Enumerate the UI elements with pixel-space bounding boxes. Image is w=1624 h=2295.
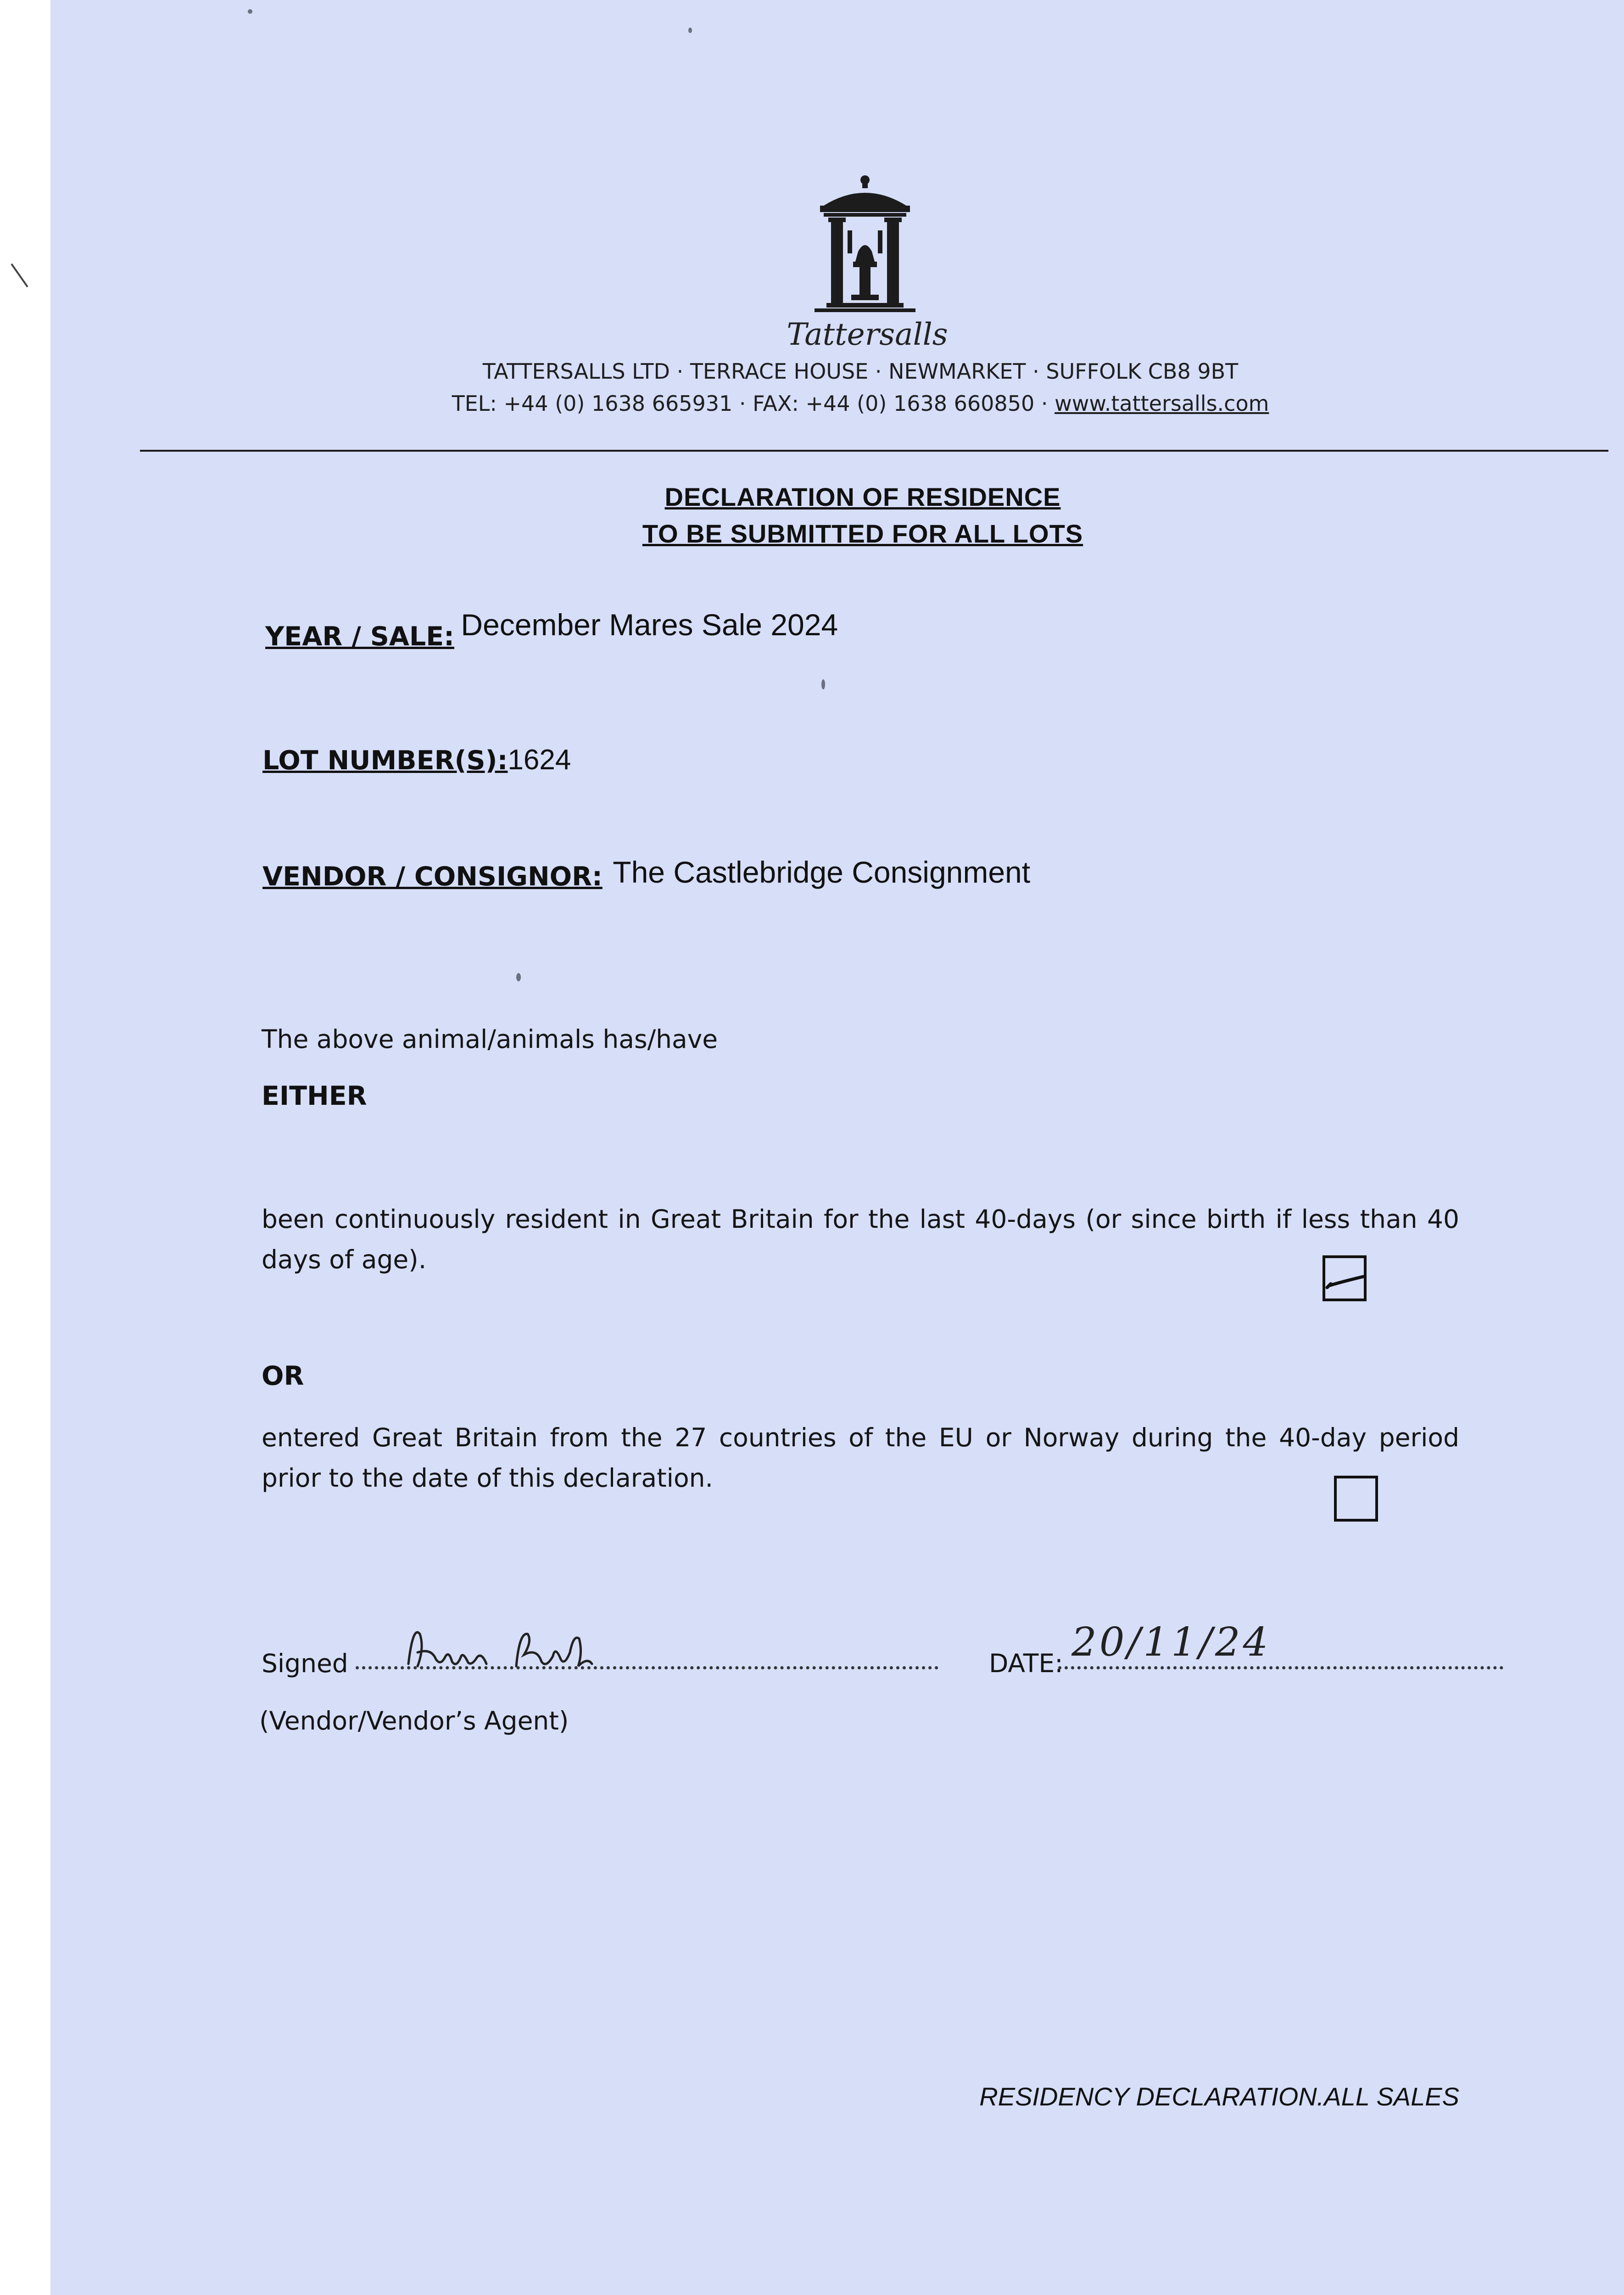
- year-sale-value[interactable]: December Mares Sale 2024: [461, 608, 838, 642]
- letterhead-address: TATTERSALLS LTD · TERRACE HOUSE · NEWMARKET · SUFFOLK CB8 9BT: [482, 359, 1239, 384]
- date-line: [1058, 1666, 1503, 1669]
- contact-numbers: TEL: +44 (0) 1638 665931 · FAX: +44 (0) 1638 660850 ·: [452, 391, 1055, 416]
- edge-mark-icon: [9, 262, 37, 298]
- document-page: [50, 0, 1624, 2295]
- form-footer: RESIDENCY DECLARATION.ALL SALES: [979, 2082, 1459, 2111]
- scan-speck: [248, 9, 252, 14]
- vendor-label: VENDOR / CONSIGNOR:: [262, 862, 603, 892]
- year-sale-row: [265, 608, 838, 652]
- either-heading: EITHER: [262, 1081, 367, 1111]
- signed-label: Signed: [262, 1649, 348, 1678]
- date-label: DATE:: [989, 1649, 1063, 1678]
- scan-speck: [688, 28, 692, 33]
- option1-text: been continuously resident in Great Britain for the last 40-days (or since birth if less than 40 days of age).: [262, 1204, 1459, 1274]
- lot-number-row: [262, 744, 571, 776]
- scan-speck: [516, 973, 521, 981]
- vendor-row: [262, 857, 1030, 892]
- letterhead-contact: [321, 391, 1400, 416]
- brand-name: Tattersalls: [787, 317, 948, 352]
- option2-text: entered Great Britain from the 27 countries of the EU or Norway during the 40-day period prior to the date of this declaration.: [262, 1423, 1459, 1493]
- option2-checkbox[interactable]: [1334, 1476, 1378, 1522]
- option1-checkbox[interactable]: [1323, 1255, 1367, 1301]
- signatory-role: (Vendor/Vendor’s Agent): [259, 1706, 569, 1735]
- document-title: DECLARATION OF RESIDENCE: [664, 482, 1061, 511]
- lot-number-value[interactable]: 1624: [508, 744, 571, 776]
- handwritten-signature[interactable]: [399, 1620, 656, 1685]
- scan-speck: [821, 679, 825, 689]
- document-subtitle: TO BE SUBMITTED FOR ALL LOTS: [642, 519, 1083, 548]
- vendor-value[interactable]: The Castlebridge Consignment: [613, 855, 1031, 889]
- statement-intro: The above animal/animals has/have: [262, 1024, 718, 1054]
- tattersalls-logo-icon: [796, 170, 934, 321]
- website-link[interactable]: www.tattersalls.com: [1055, 391, 1269, 416]
- or-heading: OR: [262, 1361, 304, 1391]
- date-value[interactable]: 20/11/24: [1072, 1619, 1271, 1665]
- year-sale-label: YEAR / SALE:: [265, 621, 454, 652]
- check-mark-icon: [1323, 1255, 1367, 1301]
- lot-number-label: LOT NUMBER(S):: [262, 745, 508, 776]
- header-divider: [140, 450, 1608, 452]
